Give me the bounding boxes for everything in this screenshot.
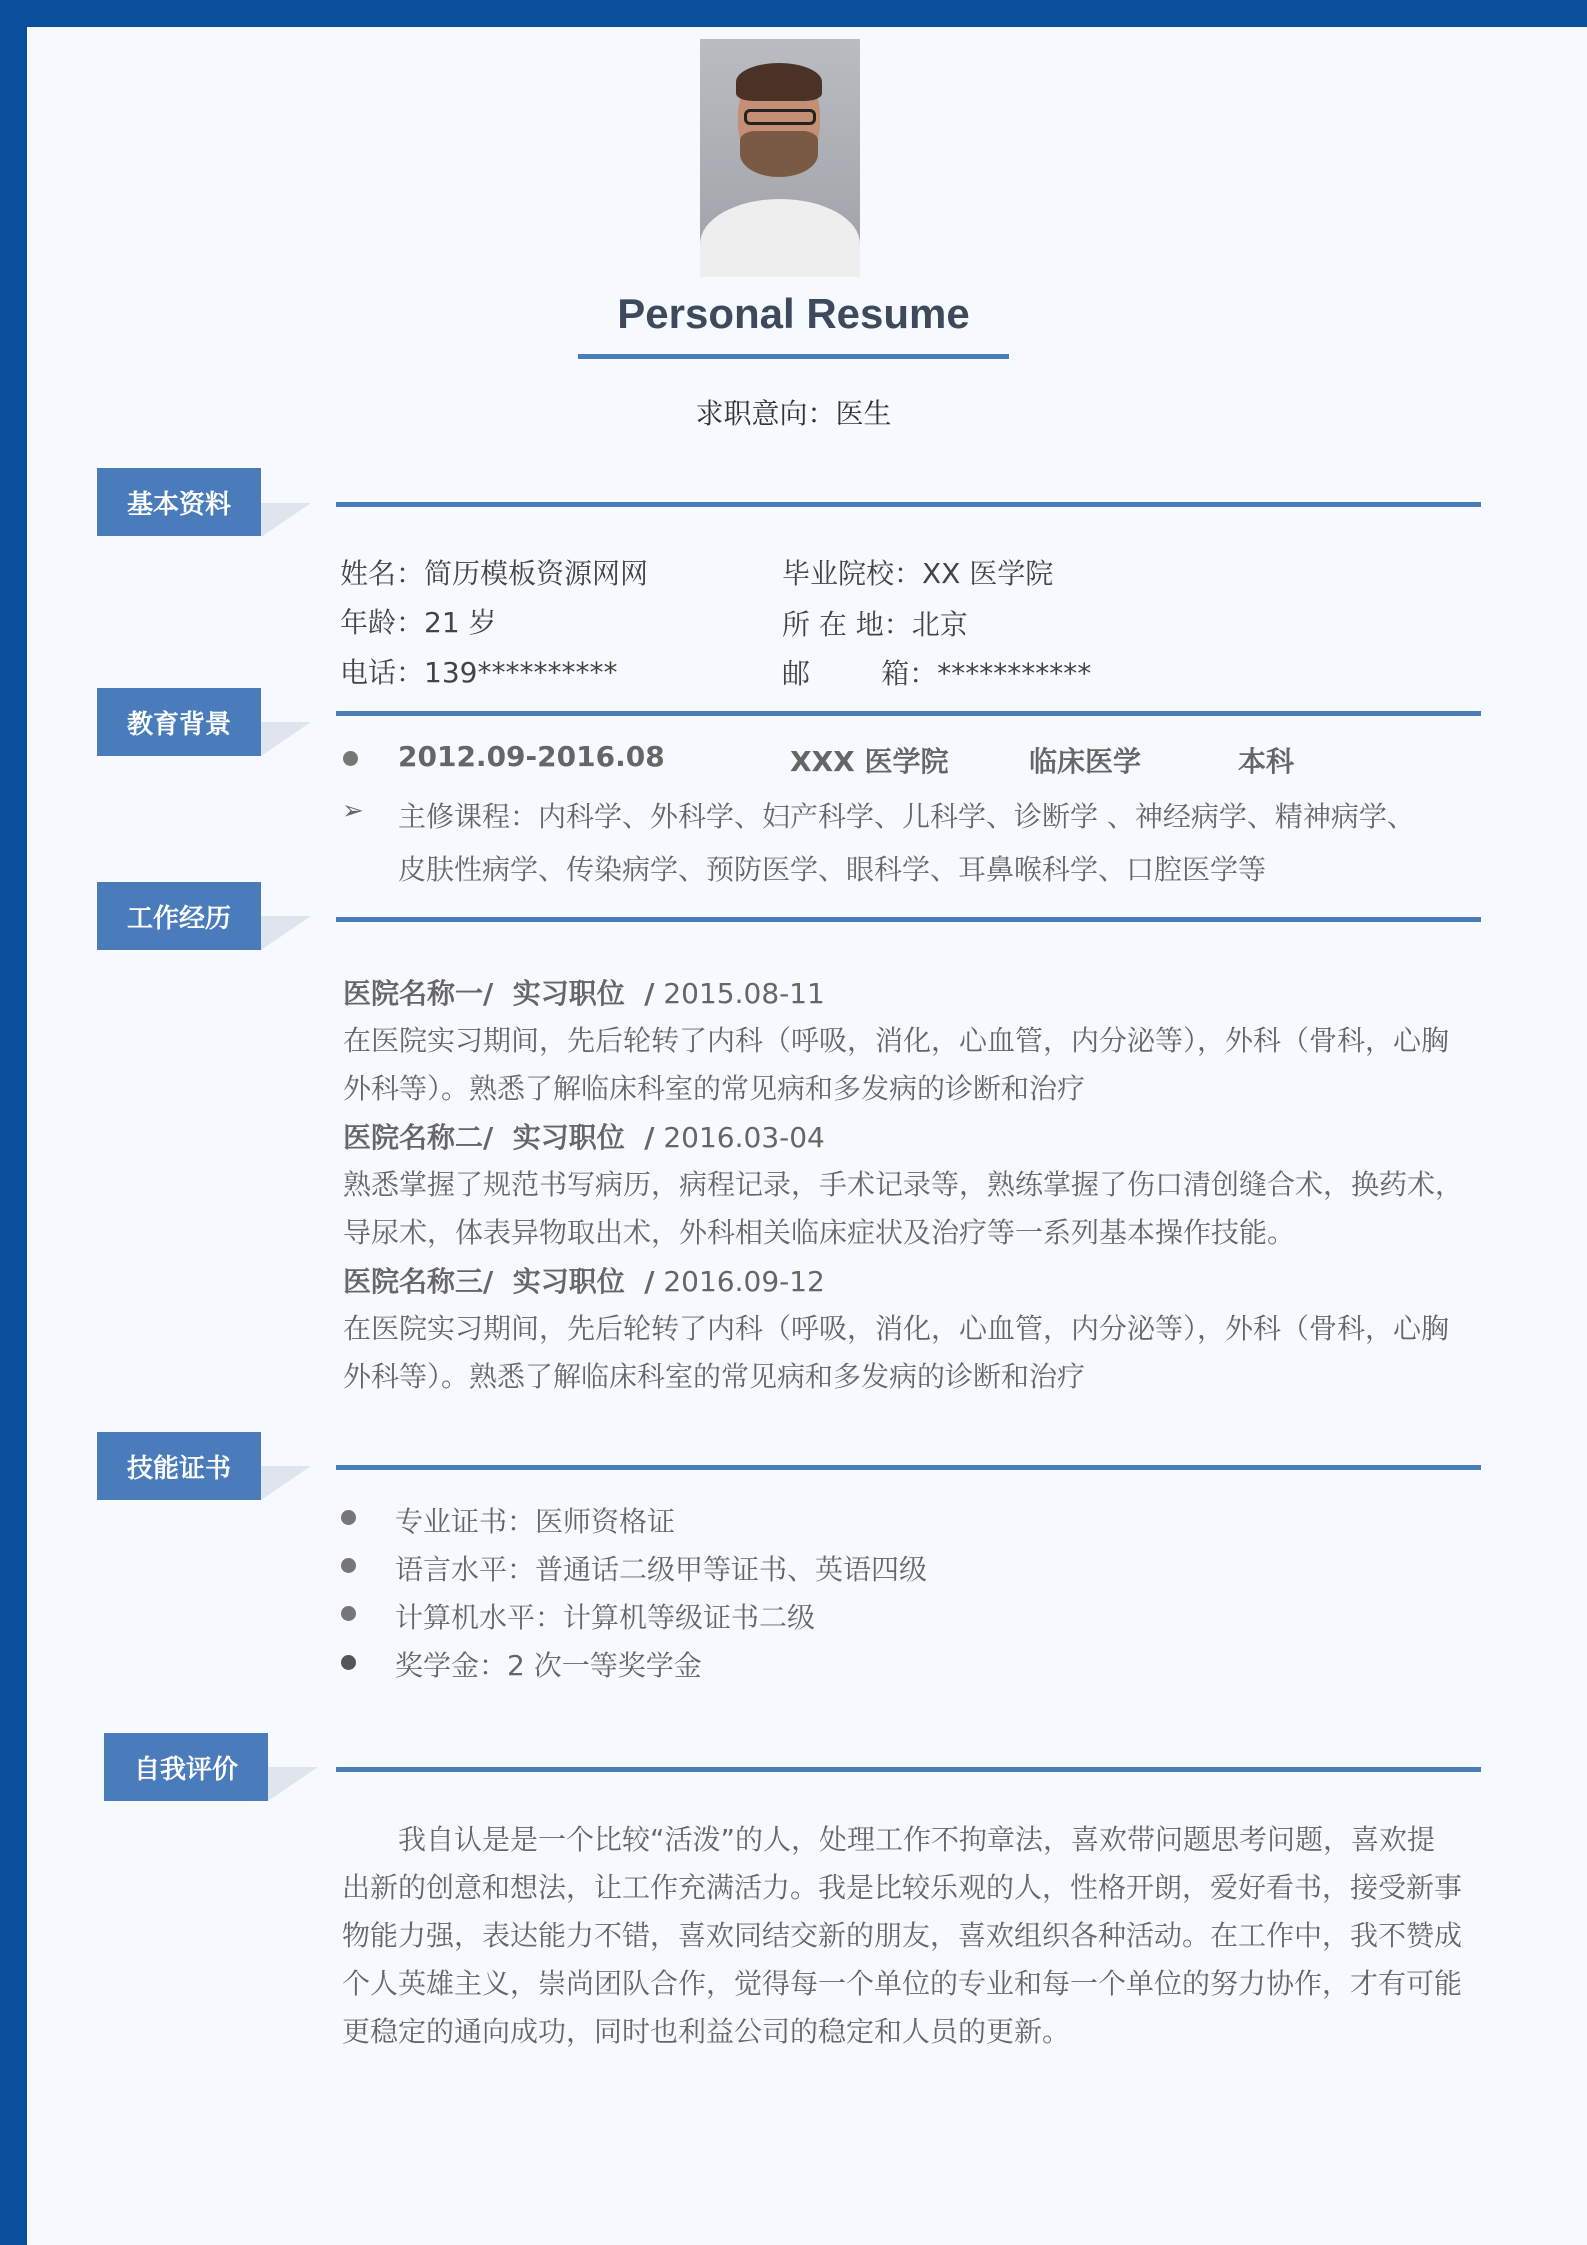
photo-beard (740, 131, 818, 177)
section-tag-education: 教育背景 (97, 688, 261, 756)
work-item-1-date: 2015.08-11 (654, 977, 825, 1010)
field-email: 邮 箱：*********** (782, 657, 1092, 690)
section-rule-work (336, 917, 1481, 922)
section-rule-skills (336, 1465, 1481, 1470)
circle-bullet-icon (341, 1655, 356, 1670)
work-item-1-header (343, 972, 825, 1012)
circle-bullet-icon (341, 1606, 356, 1621)
title-underline (578, 354, 1009, 359)
work-item-3-title: 医院名称三/ 实习职位 / (343, 1265, 655, 1298)
skill-item-4: 奖学金：2 次一等奖学金 (395, 1649, 702, 1682)
section-tag-shadow (268, 1767, 318, 1801)
job-intent: 求职意向：医生 (695, 397, 892, 430)
section-tag-work: 工作经历 (97, 882, 261, 950)
skill-item-1: 专业证书：医师资格证 (395, 1505, 676, 1538)
work-item-3-line2: 外科等）。熟悉了解临床科室的常见病和多发病的诊断和治疗 (343, 1360, 1086, 1393)
section-tag-shadow (261, 722, 311, 756)
work-item-1-line1: 在医院实习期间，先后轮转了内科（呼吸，消化，心血管，内分泌等），外科（骨科，心胸 (343, 1024, 1450, 1057)
photo-glasses (744, 109, 816, 125)
field-age: 年龄：21 岁 (340, 606, 497, 639)
edu-major: 临床医学 (1029, 745, 1142, 778)
edu-period: 2012.09-2016.08 (398, 740, 665, 773)
work-item-1-title: 医院名称一/ 实习职位 / (343, 977, 655, 1010)
profile-photo (700, 39, 860, 277)
work-item-2-header (343, 1116, 825, 1156)
section-tag-basic: 基本资料 (97, 468, 261, 536)
work-item-3-header (343, 1260, 825, 1300)
section-tag-self: 自我评价 (104, 1733, 268, 1801)
section-rule-self (336, 1767, 1481, 1772)
field-name: 姓名：简历模板资源网网 (340, 557, 649, 590)
self-eval-line3: 物能力强，表达能力不错，喜欢同结交新的朋友，喜欢组织各种活动。在工作中，我不赞成 (342, 1919, 1463, 1952)
work-item-3-date: 2016.09-12 (654, 1265, 825, 1298)
self-eval-line4: 个人英雄主义，崇尚团队合作，觉得每一个单位的专业和每一个单位的努力协作，才有可能 (342, 1967, 1463, 2000)
work-item-3-line1: 在医院实习期间，先后轮转了内科（呼吸，消化，心血管，内分泌等），外科（骨科，心胸 (343, 1312, 1450, 1345)
work-item-1-line2: 外科等）。熟悉了解临床科室的常见病和多发病的诊断和治疗 (343, 1072, 1086, 1105)
field-school: 毕业院校：XX 医学院 (782, 557, 1054, 590)
self-eval-line1: 我自认是是一个比较“活泼”的人，处理工作不拘章法，喜欢带问题思考问题，喜欢提 (398, 1823, 1436, 1856)
work-item-2-date: 2016.03-04 (654, 1121, 825, 1154)
arrow-bullet-icon: ➢ (342, 796, 364, 826)
section-rule-basic (336, 502, 1481, 507)
photo-shirt (700, 199, 860, 277)
work-item-2-title: 医院名称二/ 实习职位 / (343, 1121, 655, 1154)
circle-bullet-icon (343, 751, 358, 766)
circle-bullet-icon (341, 1510, 356, 1525)
field-phone: 电话：139********** (340, 656, 618, 689)
self-eval-line2: 出新的创意和想法，让工作充满活力。我是比较乐观的人，性格开朗，爱好看书，接受新事 (342, 1871, 1463, 1904)
circle-bullet-icon (341, 1558, 356, 1573)
section-tag-shadow (261, 1466, 311, 1500)
section-tag-shadow (261, 503, 311, 537)
edu-school: XXX 医学院 (790, 745, 949, 778)
section-tag-shadow (261, 916, 311, 950)
photo-hair (736, 63, 822, 101)
resume-title: Personal Resume (617, 290, 970, 337)
edu-courses-line1: 主修课程：内科学、外科学、妇产科学、儿科学、诊断学 、神经病学、精神病学、 (398, 800, 1415, 833)
section-rule-education (336, 711, 1481, 716)
edu-degree: 本科 (1238, 745, 1295, 778)
edu-courses-line2: 皮肤性病学、传染病学、预防医学、眼科学、耳鼻喉科学、口腔医学等 (398, 853, 1267, 886)
self-eval-line5: 更稳定的通向成功，同时也利益公司的稳定和人员的更新。 (342, 2015, 1071, 2048)
skill-item-3: 计算机水平：计算机等级证书二级 (395, 1601, 816, 1634)
section-tag-skills: 技能证书 (97, 1432, 261, 1500)
field-location: 所 在 地：北京 (782, 608, 968, 641)
work-item-2-line1: 熟悉掌握了规范书写病历，病程记录，手术记录等，熟练掌握了伤口清创缝合术，换药术， (343, 1168, 1464, 1201)
skill-item-2: 语言水平：普通话二级甲等证书、英语四级 (395, 1553, 928, 1586)
work-item-2-line2: 导尿术，体表异物取出术，外科相关临床症状及治疗等一系列基本操作技能。 (343, 1216, 1296, 1249)
